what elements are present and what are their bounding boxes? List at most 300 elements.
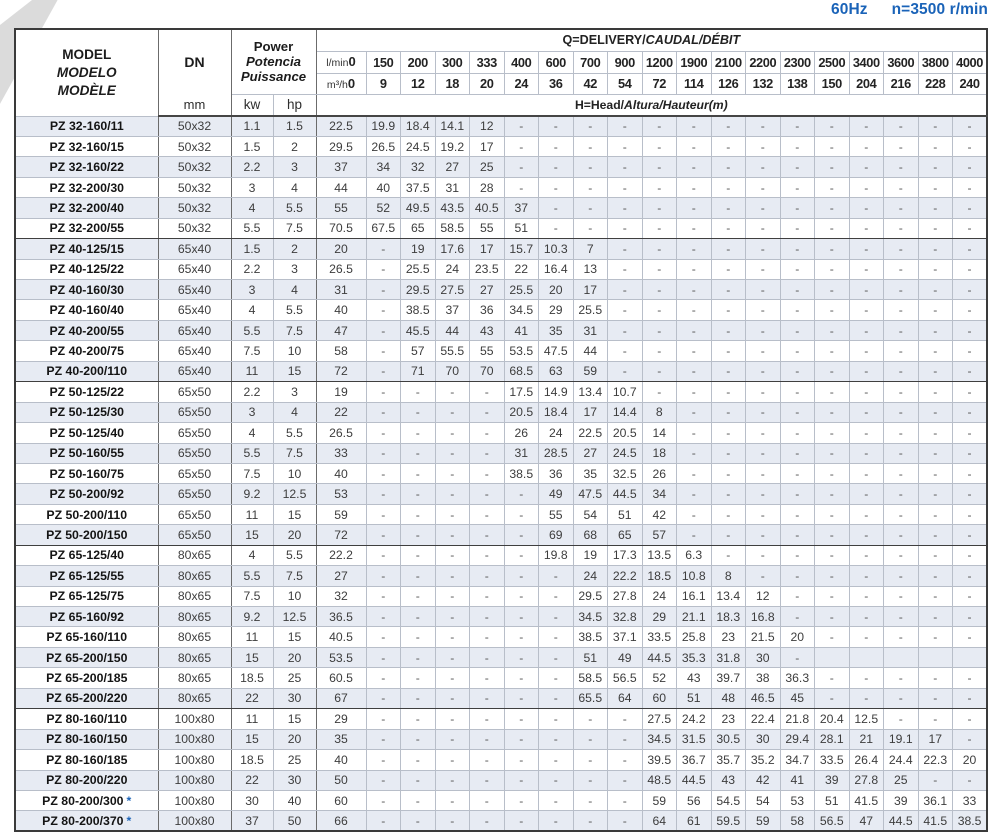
head-value: 56 bbox=[677, 790, 712, 810]
head-value: 69 bbox=[539, 525, 574, 545]
head-value: 39.5 bbox=[642, 750, 677, 770]
head-value: - bbox=[815, 443, 850, 463]
head-value: - bbox=[711, 116, 746, 136]
hp-value-cell: 12.5 bbox=[273, 484, 316, 504]
model-label: PZ 40-125/15 bbox=[49, 241, 124, 256]
head-value: 57 bbox=[401, 341, 436, 361]
model-label: PZ 80-200/220 bbox=[46, 773, 128, 788]
head-value: - bbox=[918, 320, 953, 340]
head-value: - bbox=[504, 504, 539, 524]
dn-cell: 80x65 bbox=[158, 688, 231, 708]
table-row bbox=[15, 198, 987, 218]
model-label: PZ 40-125/22 bbox=[49, 262, 124, 277]
head-value: - bbox=[677, 280, 712, 300]
model-label: PZ 40-200/110 bbox=[46, 364, 128, 379]
head-value: - bbox=[677, 136, 712, 156]
kw-value-cell: 18.5 bbox=[231, 750, 273, 770]
head-value: 35.7 bbox=[711, 750, 746, 770]
head-value: - bbox=[953, 280, 988, 300]
q-lmin-3400: 3400 bbox=[849, 51, 884, 73]
head-value: 19.1 bbox=[884, 729, 919, 749]
head-value: 29.5 bbox=[316, 136, 366, 156]
table-row bbox=[15, 280, 987, 300]
asterisk-marker: * bbox=[126, 793, 132, 808]
head-value: 40.5 bbox=[316, 627, 366, 647]
head-value: - bbox=[918, 300, 953, 320]
model-cell bbox=[15, 668, 158, 688]
head-value: 32 bbox=[401, 157, 436, 177]
head-value: - bbox=[677, 198, 712, 218]
head-value: - bbox=[435, 382, 470, 402]
head-value: - bbox=[573, 790, 608, 810]
head-value: - bbox=[953, 545, 988, 565]
head-value: 40 bbox=[366, 177, 401, 197]
head-value: - bbox=[780, 423, 815, 443]
head-value bbox=[953, 647, 988, 667]
head-value: - bbox=[539, 811, 574, 831]
head-value: 55 bbox=[316, 198, 366, 218]
head-value: - bbox=[470, 484, 505, 504]
head-value: 15.7 bbox=[504, 239, 539, 259]
head-value: - bbox=[504, 566, 539, 586]
head-value: 31 bbox=[316, 280, 366, 300]
head-value: - bbox=[642, 382, 677, 402]
kw-value-cell: 4 bbox=[231, 198, 273, 218]
dn-cell: 100x80 bbox=[158, 729, 231, 749]
pump-performance-table bbox=[14, 28, 988, 832]
model-cell bbox=[15, 688, 158, 708]
head-value: 12.5 bbox=[849, 709, 884, 729]
head-value: - bbox=[849, 484, 884, 504]
head-value: - bbox=[504, 545, 539, 565]
hp-value-cell: 25 bbox=[273, 668, 316, 688]
head-value: 58 bbox=[780, 811, 815, 831]
head-value: 23.5 bbox=[470, 259, 505, 279]
head-value: - bbox=[677, 423, 712, 443]
head-value: 37 bbox=[504, 198, 539, 218]
head-value: - bbox=[953, 239, 988, 259]
head-value: - bbox=[884, 259, 919, 279]
table-row bbox=[15, 484, 987, 504]
model-cell bbox=[15, 545, 158, 565]
head-value: - bbox=[642, 280, 677, 300]
model-label: PZ 50-125/30 bbox=[49, 405, 124, 420]
dn-cell: 50x32 bbox=[158, 218, 231, 238]
head-value: - bbox=[815, 627, 850, 647]
head-value: - bbox=[435, 463, 470, 483]
hp-value-cell: 5.5 bbox=[273, 423, 316, 443]
head-value: - bbox=[953, 566, 988, 586]
dn-unit: mm bbox=[158, 94, 231, 116]
hp-value-cell: 5.5 bbox=[273, 300, 316, 320]
model-label: PZ 65-200/220 bbox=[46, 691, 128, 706]
dn-cell: 65x40 bbox=[158, 259, 231, 279]
head-value: - bbox=[815, 423, 850, 443]
head-value: - bbox=[884, 545, 919, 565]
model-cell bbox=[15, 239, 158, 259]
q-lmin-2200: 2200 bbox=[746, 51, 781, 73]
head-value: - bbox=[746, 218, 781, 238]
head-value: 36 bbox=[539, 463, 574, 483]
head-value: 35 bbox=[573, 463, 608, 483]
head-value: - bbox=[746, 259, 781, 279]
head-value: - bbox=[608, 136, 643, 156]
head-value: 18.4 bbox=[401, 116, 436, 136]
head-value: 12 bbox=[470, 116, 505, 136]
head-value: - bbox=[470, 443, 505, 463]
head-value: 37 bbox=[435, 300, 470, 320]
head-value: - bbox=[401, 545, 436, 565]
head-value: - bbox=[401, 627, 436, 647]
kw-value-cell: 1.5 bbox=[231, 136, 273, 156]
head-value: 26.4 bbox=[849, 750, 884, 770]
dn-cell: 100x80 bbox=[158, 709, 231, 729]
head-value: - bbox=[470, 668, 505, 688]
head-value: 33.5 bbox=[642, 627, 677, 647]
dn-cell: 65x40 bbox=[158, 341, 231, 361]
power-header-fr: Puissance bbox=[240, 69, 307, 85]
model-cell bbox=[15, 750, 158, 770]
table-row bbox=[15, 811, 987, 831]
dn-cell: 80x65 bbox=[158, 627, 231, 647]
lmin-label-cell: l/min0 bbox=[316, 51, 366, 73]
head-value: - bbox=[470, 688, 505, 708]
head-value: 24.5 bbox=[608, 443, 643, 463]
head-value: - bbox=[918, 259, 953, 279]
dn-cell: 50x32 bbox=[158, 157, 231, 177]
head-value bbox=[815, 647, 850, 667]
head-value: - bbox=[849, 136, 884, 156]
head-value: 54 bbox=[746, 790, 781, 810]
q-m3h-18: 18 bbox=[435, 73, 470, 94]
head-value: - bbox=[746, 320, 781, 340]
head-value: 22.4 bbox=[746, 709, 781, 729]
head-value: - bbox=[780, 177, 815, 197]
table-row bbox=[15, 504, 987, 524]
head-value: 32.8 bbox=[608, 607, 643, 627]
head-value: - bbox=[366, 545, 401, 565]
head-value: - bbox=[401, 484, 436, 504]
model-label: PZ 32-160/15 bbox=[49, 139, 124, 154]
head-value: - bbox=[539, 790, 574, 810]
head-value: 20 bbox=[316, 239, 366, 259]
head-value: - bbox=[504, 116, 539, 136]
head-value: - bbox=[539, 627, 574, 647]
dn-cell: 100x80 bbox=[158, 770, 231, 790]
head-value: - bbox=[504, 177, 539, 197]
dn-cell: 65x50 bbox=[158, 463, 231, 483]
head-value: 42 bbox=[642, 504, 677, 524]
head-value: - bbox=[504, 668, 539, 688]
head-value: 61 bbox=[677, 811, 712, 831]
dn-cell: 65x50 bbox=[158, 484, 231, 504]
head-value: - bbox=[401, 423, 436, 443]
head-value: - bbox=[918, 198, 953, 218]
head-value: - bbox=[470, 790, 505, 810]
head-value: 19 bbox=[316, 382, 366, 402]
head-value: - bbox=[539, 729, 574, 749]
head-value: 38.5 bbox=[504, 463, 539, 483]
head-value: - bbox=[366, 668, 401, 688]
head-value: - bbox=[849, 116, 884, 136]
kw-value-cell: 18.5 bbox=[231, 668, 273, 688]
table-row bbox=[15, 259, 987, 279]
head-value: - bbox=[780, 382, 815, 402]
head-value: 16.1 bbox=[677, 586, 712, 606]
head-value: 38.5 bbox=[953, 811, 988, 831]
head-value: 54.5 bbox=[711, 790, 746, 810]
head-value: 59.5 bbox=[711, 811, 746, 831]
head-value: 21.8 bbox=[780, 709, 815, 729]
kw-value-cell: 1.5 bbox=[231, 239, 273, 259]
model-label: PZ 65-125/55 bbox=[49, 568, 124, 583]
q-lmin-3600: 3600 bbox=[884, 51, 919, 73]
head-value: - bbox=[849, 607, 884, 627]
head-value: - bbox=[435, 729, 470, 749]
hp-value-cell: 2 bbox=[273, 239, 316, 259]
hp-value-cell: 4 bbox=[273, 177, 316, 197]
table-row bbox=[15, 382, 987, 402]
head-value: - bbox=[849, 177, 884, 197]
head-value: - bbox=[815, 157, 850, 177]
head-value: 47 bbox=[849, 811, 884, 831]
head-value: 65 bbox=[401, 218, 436, 238]
head-value: 64 bbox=[642, 811, 677, 831]
head-value: - bbox=[711, 484, 746, 504]
head-value: - bbox=[953, 259, 988, 279]
head-value: 48 bbox=[711, 688, 746, 708]
head-value: 63 bbox=[539, 361, 574, 381]
head-value: - bbox=[504, 688, 539, 708]
table-row bbox=[15, 402, 987, 422]
head-value: - bbox=[953, 423, 988, 443]
head-value: - bbox=[815, 586, 850, 606]
q-m3h-9: 9 bbox=[366, 73, 401, 94]
head-value: 16.4 bbox=[539, 259, 574, 279]
head-value: - bbox=[401, 586, 436, 606]
head-value: - bbox=[504, 811, 539, 831]
head-value: 40.5 bbox=[470, 198, 505, 218]
head-value: - bbox=[504, 709, 539, 729]
q-m3h-24: 24 bbox=[504, 73, 539, 94]
kw-value-cell: 11 bbox=[231, 504, 273, 524]
head-value: 44 bbox=[573, 341, 608, 361]
model-label: PZ 80-200/300 bbox=[42, 793, 124, 808]
hp-value-cell: 40 bbox=[273, 790, 316, 810]
head-value: - bbox=[780, 280, 815, 300]
head-value: - bbox=[918, 341, 953, 361]
head-value: - bbox=[366, 239, 401, 259]
head-value: - bbox=[711, 259, 746, 279]
head-value: - bbox=[677, 218, 712, 238]
head-value: 38.5 bbox=[573, 627, 608, 647]
head-value: - bbox=[780, 259, 815, 279]
model-label: PZ 65-160/110 bbox=[46, 630, 128, 645]
table-row bbox=[15, 647, 987, 667]
head-value: - bbox=[573, 218, 608, 238]
head-value: - bbox=[815, 320, 850, 340]
head-value: 34.7 bbox=[780, 750, 815, 770]
head-value: 68 bbox=[573, 525, 608, 545]
head-value: 58.5 bbox=[435, 218, 470, 238]
head-value: - bbox=[780, 300, 815, 320]
kw-value-cell: 4 bbox=[231, 545, 273, 565]
head-value: 28 bbox=[470, 177, 505, 197]
q-lmin-1200: 1200 bbox=[642, 51, 677, 73]
model-cell bbox=[15, 607, 158, 627]
head-value: - bbox=[677, 361, 712, 381]
head-value: - bbox=[780, 218, 815, 238]
model-cell bbox=[15, 280, 158, 300]
head-value: - bbox=[953, 668, 988, 688]
head-value: 39.7 bbox=[711, 668, 746, 688]
head-value: - bbox=[780, 443, 815, 463]
kw-value-cell: 5.5 bbox=[231, 320, 273, 340]
head-value: 25 bbox=[884, 770, 919, 790]
head-value: 21 bbox=[849, 729, 884, 749]
head-value: - bbox=[470, 750, 505, 770]
table-row bbox=[15, 300, 987, 320]
head-value: - bbox=[573, 729, 608, 749]
head-value: - bbox=[470, 811, 505, 831]
head-value: 26.5 bbox=[316, 259, 366, 279]
hp-value-cell: 12.5 bbox=[273, 607, 316, 627]
hp-value-cell: 7.5 bbox=[273, 218, 316, 238]
q-lmin-700: 700 bbox=[573, 51, 608, 73]
head-value: 47 bbox=[316, 320, 366, 340]
head-value: - bbox=[573, 157, 608, 177]
head-value: - bbox=[435, 770, 470, 790]
model-label: PZ 40-200/55 bbox=[49, 323, 124, 338]
head-value: - bbox=[746, 341, 781, 361]
head-value: 25.5 bbox=[504, 280, 539, 300]
head-value: - bbox=[815, 545, 850, 565]
model-label: PZ 40-200/75 bbox=[49, 344, 124, 359]
hp-value-cell: 3 bbox=[273, 382, 316, 402]
head-value: - bbox=[780, 545, 815, 565]
head-value: - bbox=[953, 218, 988, 238]
kw-value-cell: 5.5 bbox=[231, 218, 273, 238]
head-value: 21.5 bbox=[746, 627, 781, 647]
head-value: - bbox=[642, 361, 677, 381]
head-value: - bbox=[849, 218, 884, 238]
head-value: - bbox=[746, 280, 781, 300]
head-value: 22 bbox=[504, 259, 539, 279]
head-value: 47.5 bbox=[539, 341, 574, 361]
head-value: - bbox=[953, 770, 988, 790]
head-value: - bbox=[642, 239, 677, 259]
head-value: - bbox=[780, 116, 815, 136]
model-cell bbox=[15, 647, 158, 667]
q-m3h-72: 72 bbox=[642, 73, 677, 94]
head-value: 37.5 bbox=[401, 177, 436, 197]
head-value: 23 bbox=[711, 627, 746, 647]
head-value: - bbox=[366, 463, 401, 483]
model-label: PZ 65-160/92 bbox=[49, 609, 124, 624]
head-value: - bbox=[849, 463, 884, 483]
q-m3h-204: 204 bbox=[849, 73, 884, 94]
head-value: - bbox=[435, 750, 470, 770]
dn-cell: 65x40 bbox=[158, 239, 231, 259]
hp-value-cell: 50 bbox=[273, 811, 316, 831]
head-value: - bbox=[953, 484, 988, 504]
frequency-speed-label bbox=[831, 1, 988, 19]
head-value: 27.5 bbox=[642, 709, 677, 729]
model-header-es: MODELO bbox=[56, 64, 117, 80]
head-value: 71 bbox=[401, 361, 436, 381]
head-value: - bbox=[780, 157, 815, 177]
model-cell bbox=[15, 320, 158, 340]
head-value: - bbox=[608, 177, 643, 197]
head-value: - bbox=[849, 443, 884, 463]
q-m3h-132: 132 bbox=[746, 73, 781, 94]
head-value: 44.5 bbox=[642, 647, 677, 667]
dn-column-header: DN bbox=[158, 29, 231, 94]
head-value: 67 bbox=[316, 688, 366, 708]
hp-value-cell: 15 bbox=[273, 627, 316, 647]
q-lmin-3800: 3800 bbox=[918, 51, 953, 73]
kw-value-cell: 15 bbox=[231, 525, 273, 545]
model-cell bbox=[15, 811, 158, 831]
head-value: - bbox=[815, 463, 850, 483]
head-value: 27 bbox=[435, 157, 470, 177]
dn-cell: 80x65 bbox=[158, 668, 231, 688]
dn-cell: 65x50 bbox=[158, 382, 231, 402]
head-value: - bbox=[918, 525, 953, 545]
head-value: - bbox=[918, 402, 953, 422]
model-cell bbox=[15, 136, 158, 156]
head-value: - bbox=[366, 402, 401, 422]
head-value: 40 bbox=[316, 300, 366, 320]
head-value: - bbox=[918, 688, 953, 708]
head-value: - bbox=[366, 607, 401, 627]
head-value: - bbox=[711, 504, 746, 524]
kw-value-cell: 4 bbox=[231, 423, 273, 443]
head-value: - bbox=[470, 729, 505, 749]
table-row bbox=[15, 423, 987, 443]
head-value: 19 bbox=[573, 545, 608, 565]
head-value: 40 bbox=[316, 463, 366, 483]
head-value: - bbox=[711, 361, 746, 381]
head-value: - bbox=[780, 361, 815, 381]
model-cell bbox=[15, 463, 158, 483]
dn-cell: 80x65 bbox=[158, 545, 231, 565]
head-value: - bbox=[573, 770, 608, 790]
head-value: - bbox=[884, 300, 919, 320]
head-value: 70 bbox=[470, 361, 505, 381]
head-value: - bbox=[918, 136, 953, 156]
head-value: 10.3 bbox=[539, 239, 574, 259]
head-value: - bbox=[401, 504, 436, 524]
head-value: - bbox=[642, 259, 677, 279]
head-value: - bbox=[401, 668, 436, 688]
head-value: 24.2 bbox=[677, 709, 712, 729]
head-value: - bbox=[677, 157, 712, 177]
head-value: 34.5 bbox=[573, 607, 608, 627]
head-value: - bbox=[918, 116, 953, 136]
head-value: 41 bbox=[504, 320, 539, 340]
head-value: - bbox=[953, 300, 988, 320]
q-m3h-36: 36 bbox=[539, 73, 574, 94]
head-value: - bbox=[918, 218, 953, 238]
head-value: 10.7 bbox=[608, 382, 643, 402]
head-value: - bbox=[642, 218, 677, 238]
head-value: - bbox=[780, 566, 815, 586]
head-value: - bbox=[953, 198, 988, 218]
head-value: - bbox=[401, 607, 436, 627]
head-value: 52 bbox=[366, 198, 401, 218]
head-value: 27.8 bbox=[608, 586, 643, 606]
